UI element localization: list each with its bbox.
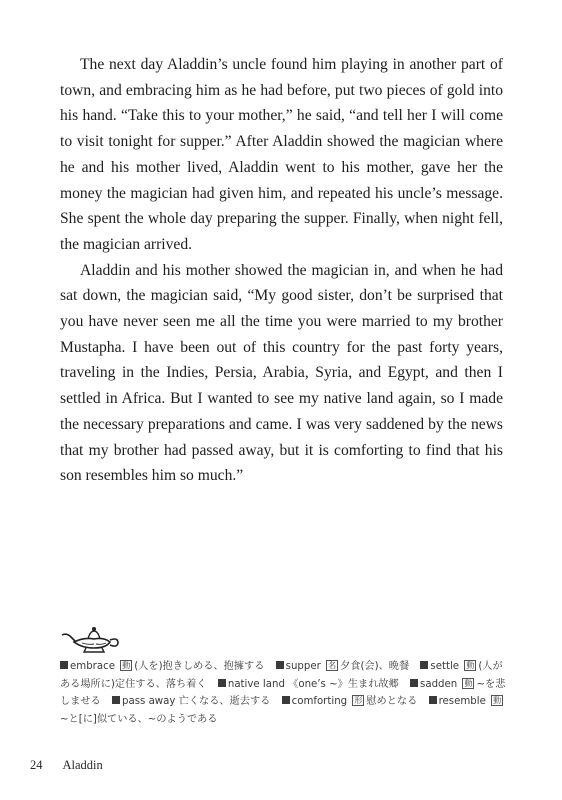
book-title: Aladdin xyxy=(62,758,103,772)
glossary xyxy=(60,658,510,728)
glossary-entry: resemble 動~と[に]似ている、~のようである xyxy=(60,696,502,725)
page-footer xyxy=(30,758,103,773)
glossary-entry: pass away 亡くなる、逝去する xyxy=(112,696,270,707)
glossary-entry: native land 《one’s ~》生まれ故郷 xyxy=(218,679,399,690)
glossary-entry: embrace 動 (人を)抱きしめる、抱擁する xyxy=(60,661,264,672)
paragraph-2: Aladdin and his mother showed the magician in, and when he had sat down, the magician said, “My good sister, don’t be surprised that you have never seen me all the time you were married to my brother Mustapha. I have been out of this country for the past forty years, traveling in the Indies, Persia, Arabia, Syria, and Egypt, and then I settled in Africa. But I wanted to see my native land again, so I made the necessary preparations and came. I was very saddened by the news that my brother had passed away, but it is comforting to find that his son resembles him so much.” xyxy=(60,261,503,485)
main-text xyxy=(60,52,503,489)
paragraph-1: The next day Aladdin’s uncle found him playing in another part of town, and embracing him as he had before, put two pieces of gold into his hand. “Take this to your mother,” he said, “and tell her I will come to visit tonight for supper.” After Aladdin showed the magician where he and his mother lived, Aladdin went to his mother, gave her the money the magician had given him, and repeated his uncle’s message. She spent the whole day preparing the supper. Finally, when night fell, the magician arrived. xyxy=(60,56,503,253)
glossary-entry: sadden 動 ~を悲しませる xyxy=(60,678,506,707)
page-number: 24 xyxy=(30,758,43,772)
magic-lamp-icon xyxy=(60,625,122,655)
glossary-entry: comforting 形 慰めとなる xyxy=(282,696,418,707)
glossary-entry: settle 動 (人がある場所に)定住する、落ち着く xyxy=(60,661,503,690)
glossary-entry: supper 名 夕食(会)、晩餐 xyxy=(276,661,409,672)
